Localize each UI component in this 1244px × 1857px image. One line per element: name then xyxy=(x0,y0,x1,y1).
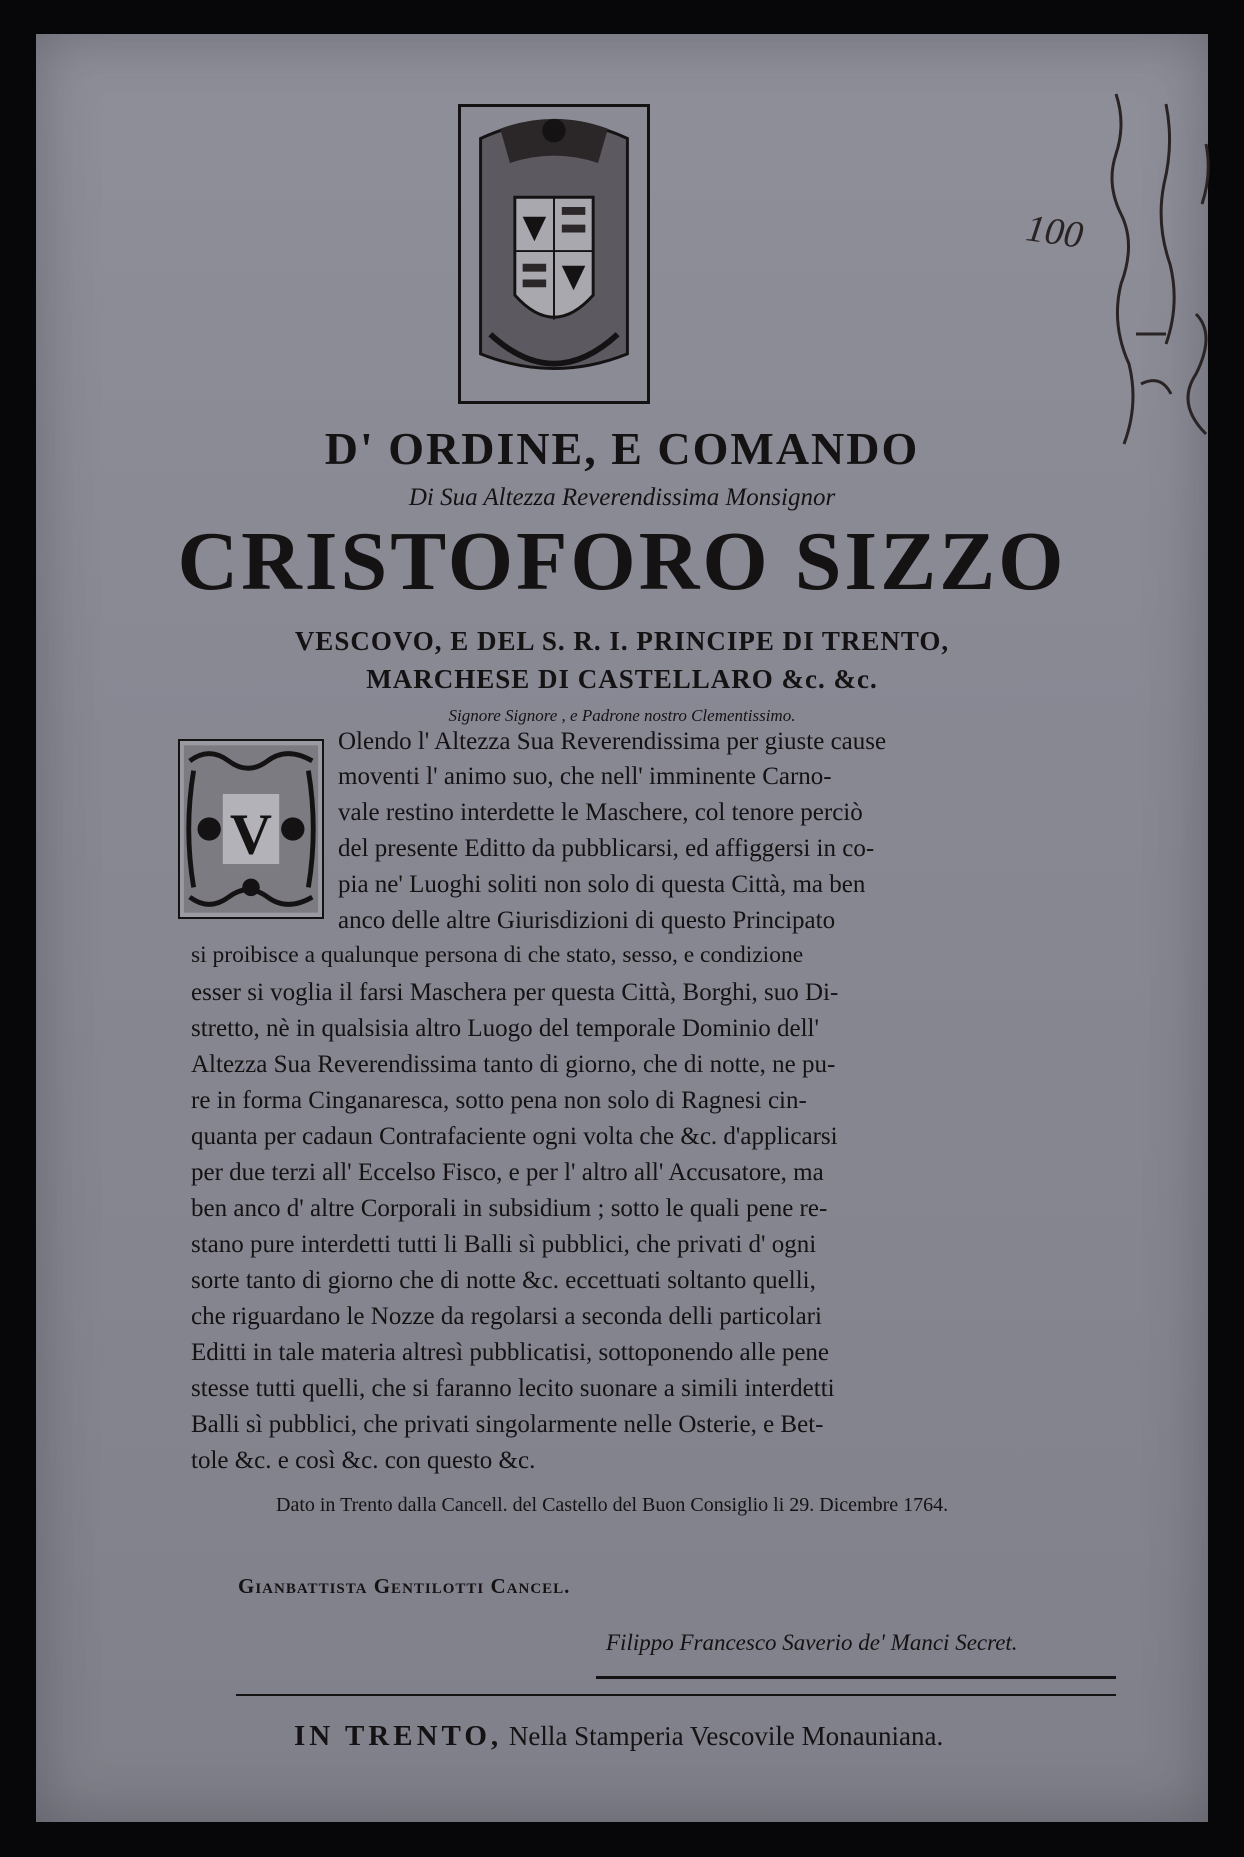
secretary-signature: Filippo Francesco Saverio de' Manci Secret. xyxy=(606,1630,1018,1655)
edict-body-line: esser si voglia il farsi Maschera per questa Città, Borghi, suo Di- xyxy=(191,979,839,1006)
edict-body-line: vale restino interdette le Maschere, col tenore perciò xyxy=(338,799,863,826)
date-line: Dato in Trento dalla Cancell. del Castello del Buon Consiglio li 29. Dicembre 1764. xyxy=(276,1494,949,1516)
salutation-line: Signore Signore , e Padrone nostro Clementissimo. xyxy=(448,706,796,725)
imprint-press: Nella Stamperia Vescovile Monauniana. xyxy=(508,1721,944,1751)
bishop-title-line-1: VESCOVO, E DEL S. R. I. PRINCIPE DI TRENTO, xyxy=(294,626,950,656)
edict-body-line: che riguardano le Nozze da regolarsi a seconda delli particolari xyxy=(191,1303,822,1330)
handwritten-marks xyxy=(1096,84,1236,464)
edict-body-line: quanta per cadaun Contrafaciente ogni volta che &c. d'applicarsi xyxy=(191,1123,838,1150)
edict-body-line: per due terzi all' Eccelso Fisco, e per l' altro all' Accusatore, ma xyxy=(191,1159,824,1186)
chancellor-signature: Gianbattista Gentilotti Cancel. xyxy=(238,1574,571,1598)
edict-body-line: Editti in tale materia altresì pubblicatisi, sottoponendo alle pene xyxy=(191,1339,830,1366)
bishop-name: CRISTOFORO SIZZO xyxy=(177,515,1067,608)
handwritten-note: 100 xyxy=(1023,207,1086,257)
order-heading: D' ORDINE, E COMANDO xyxy=(324,423,920,474)
coat-of-arms-image xyxy=(458,104,650,404)
edict-body-line: ben anco d' altre Corporali in subsidium ; sotto le quali pene re- xyxy=(191,1195,828,1222)
divider-rule-thin xyxy=(236,1694,1116,1696)
edict-body-line: Olendo l' Altezza Sua Reverendissima per giuste cause xyxy=(338,728,887,755)
edict-body-line: re in forma Cinganaresca, sotto pena non solo di Ragnesi cin- xyxy=(191,1087,807,1114)
decorated-initial xyxy=(178,739,324,919)
edict-body-line: del presente Editto da pubblicarsi, ed affiggersi in co- xyxy=(338,835,875,862)
edict-body-line: sorte tanto di giorno che di notte &c. eccettuati soltanto quelli, xyxy=(191,1267,816,1294)
edict-body-line: pia ne' Luoghi soliti non solo di questa Città, ma ben xyxy=(338,871,866,898)
bishop-title-line-2: MARCHESE DI CASTELLARO &c. &c. xyxy=(366,664,878,694)
edict-body-line: moventi l' animo suo, che nell' imminente Carno- xyxy=(338,763,832,790)
edict-body-line: anco delle altre Giurisdizioni di questo Principato xyxy=(338,907,836,934)
divider-rule xyxy=(596,1676,1116,1679)
edict-body-line: stesse tutti quelli, che si faranno lecito suonare a simili interdetti xyxy=(191,1375,835,1402)
edict-body-line: Balli sì pubblici, che privati singolarmente nelle Osterie, e Bet- xyxy=(191,1411,824,1438)
edict-body-line: tole &c. e così &c. con questo &c. xyxy=(191,1447,536,1474)
dedication-line: Di Sua Altezza Reverendissima Monsignor xyxy=(408,484,836,511)
document-sheet xyxy=(36,34,1208,1822)
edict-body-line: stano pure interdetti tutti li Balli sì pubblici, che privati d' ogni xyxy=(191,1231,817,1258)
edict-body-line: si proibisce a qualunque persona di che stato, sesso, e condizione xyxy=(191,942,804,968)
initial-letter: V xyxy=(229,801,273,867)
edict-body-line: Altezza Sua Reverendissima tanto di giorno, che di notte, ne pu- xyxy=(191,1051,836,1078)
edict-body-line: stretto, nè in qualsisia altro Luogo del temporale Dominio dell' xyxy=(191,1015,819,1042)
imprint-line xyxy=(294,1720,943,1753)
imprint-place: IN TRENTO, xyxy=(294,1720,503,1752)
